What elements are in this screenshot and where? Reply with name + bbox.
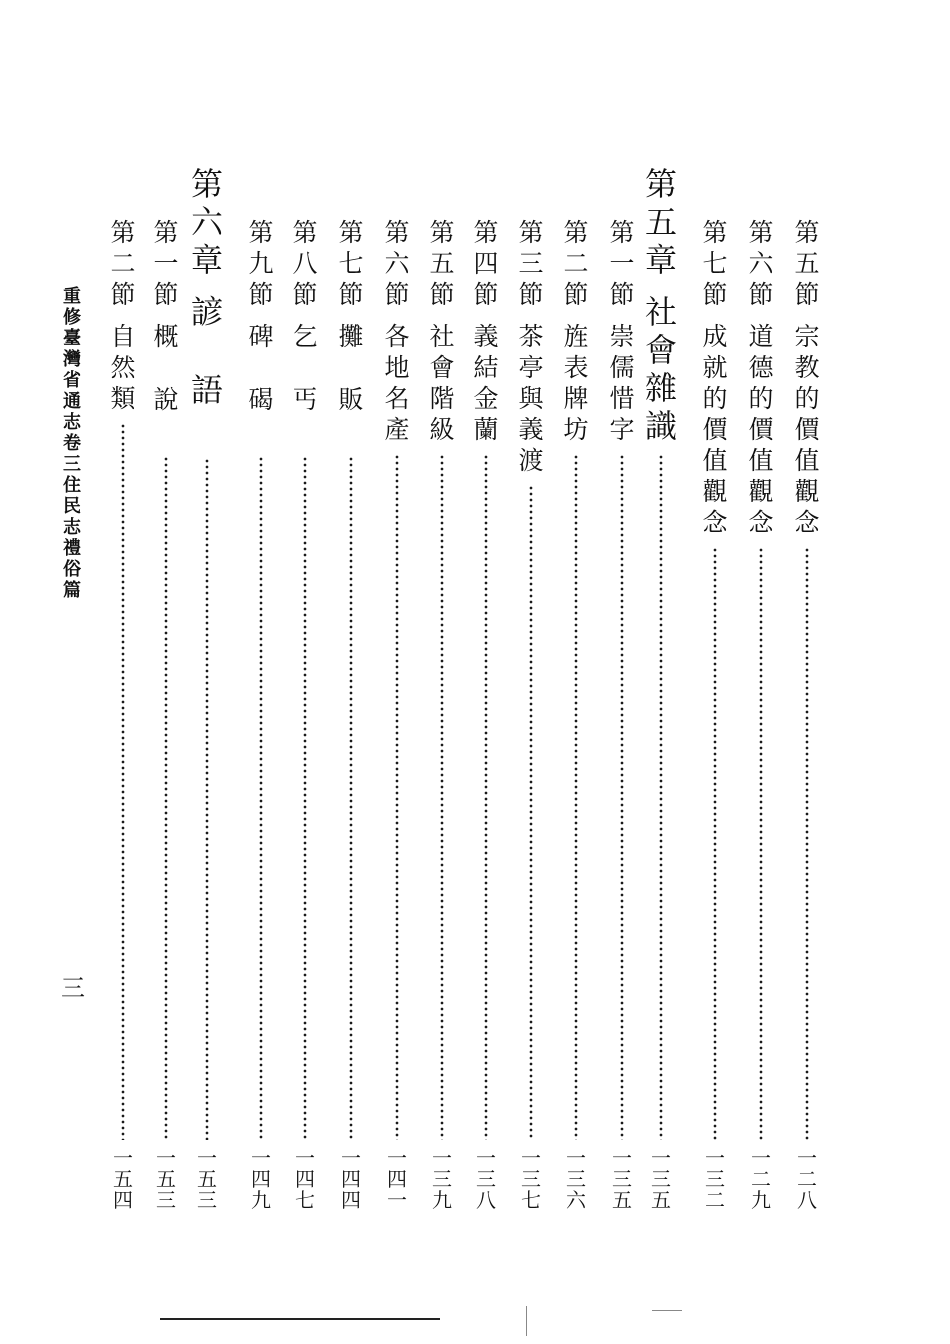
toc-section-entry — [553, 220, 599, 1220]
dot-leader — [484, 454, 488, 1140]
dot-leader — [574, 454, 578, 1140]
section-number: 第 八 節 — [292, 218, 318, 309]
entry-heading — [238, 220, 284, 450]
dot-leader — [164, 456, 168, 1140]
section-number: 第 三 節 — [518, 218, 544, 309]
toc-section-entry — [599, 220, 645, 1220]
dot-leader — [659, 454, 663, 1140]
dot-leader — [529, 485, 533, 1140]
page-number: 一 三 七 — [521, 1146, 541, 1212]
toc-section-entry — [463, 220, 509, 1220]
footer-rule — [160, 1318, 440, 1320]
section-number: 第 六 節 — [748, 218, 774, 309]
section-number: 第 五 節 — [429, 218, 455, 309]
toc-section-entry — [692, 220, 738, 1220]
toc-section-entry — [238, 220, 284, 1220]
section-title: 乞 丐 — [292, 322, 318, 414]
section-number: 第 四 節 — [473, 218, 499, 309]
section-number: 第 七 節 — [338, 218, 364, 309]
page-number: 一 四 七 — [295, 1146, 315, 1212]
dot-leader — [440, 454, 444, 1140]
toc-section-entry — [328, 220, 374, 1220]
entry-heading — [282, 220, 328, 450]
dot-leader — [395, 454, 399, 1140]
section-title: 碑 碣 — [248, 322, 274, 414]
page-number: 一 三 六 — [566, 1146, 586, 1212]
page-number: 一 三 二 — [705, 1146, 725, 1212]
toc-section-entry — [508, 220, 554, 1220]
dot-leader — [303, 456, 307, 1140]
toc-chapter-entry — [184, 165, 230, 1212]
dot-leader — [713, 547, 717, 1140]
page-number: 一 三 五 — [612, 1146, 632, 1212]
entry-heading — [463, 220, 509, 448]
dot-leader — [349, 456, 353, 1140]
section-number: 第 二 節 — [563, 218, 589, 309]
scan-mark — [526, 1306, 527, 1336]
toc-section-entry — [100, 220, 146, 1220]
page-number: 一 四 四 — [341, 1146, 361, 1212]
entry-heading — [184, 165, 230, 452]
section-number: 第 二 節 — [110, 218, 136, 309]
toc-section-entry — [282, 220, 328, 1220]
entry-heading — [143, 220, 189, 450]
chapter-number: 第 六 章 — [190, 165, 223, 279]
section-number: 第 六 節 — [384, 218, 410, 309]
entry-heading — [738, 220, 784, 541]
running-title: 重 修 臺 灣 省 通 志 卷 三 住 民 志 禮 俗 篇 — [63, 286, 81, 601]
dot-leader — [259, 456, 263, 1140]
page-number: 一 四 一 — [387, 1146, 407, 1212]
toc-section-entry — [143, 220, 189, 1220]
entry-heading — [328, 220, 374, 450]
toc-section-entry — [738, 220, 784, 1220]
section-title: 自 然 類 — [110, 322, 136, 413]
section-number: 第 五 節 — [794, 218, 820, 309]
dot-leader — [205, 458, 209, 1140]
page-number: 一 二 八 — [797, 1146, 817, 1212]
section-title: 義 結 金 蘭 — [473, 322, 499, 444]
section-number: 第 九 節 — [248, 218, 274, 309]
page-number: 一 四 九 — [251, 1146, 271, 1212]
entry-heading — [599, 220, 645, 448]
page-number: 一 五 四 — [113, 1146, 133, 1212]
entry-heading — [553, 220, 599, 448]
section-title: 茶 亭 與 義 渡 — [518, 322, 544, 475]
toc-section-entry — [419, 220, 465, 1220]
entry-heading — [692, 220, 738, 541]
dot-leader — [759, 547, 763, 1140]
section-title: 道 德 的 價 值 觀 念 — [748, 322, 774, 537]
section-title: 宗 教 的 價 值 觀 念 — [794, 322, 820, 537]
section-number: 第 一 節 — [609, 218, 635, 309]
scan-mark — [652, 1310, 682, 1311]
section-title: 旌 表 牌 坊 — [563, 322, 589, 444]
page-number: 一 三 八 — [476, 1146, 496, 1212]
dot-leader — [620, 454, 624, 1140]
page-number: 一 五 三 — [197, 1146, 217, 1212]
page-number: 一 二 九 — [751, 1146, 771, 1212]
section-number: 第 一 節 — [153, 218, 179, 309]
section-title: 各 地 名 產 — [384, 322, 410, 444]
entry-heading — [784, 220, 830, 541]
entry-heading — [419, 220, 465, 448]
page-number: 一 五 三 — [156, 1146, 176, 1212]
section-number: 第 七 節 — [702, 218, 728, 309]
entry-heading — [374, 220, 420, 448]
dot-leader — [805, 547, 809, 1140]
section-title: 概 說 — [153, 322, 179, 414]
section-title: 崇 儒 惜 字 — [609, 322, 635, 444]
toc-section-entry — [374, 220, 420, 1220]
chapter-title: 諺 語 — [190, 293, 223, 409]
section-title: 攤 販 — [338, 322, 364, 414]
entry-heading — [100, 220, 146, 417]
page-number: 一 三 五 — [651, 1146, 671, 1212]
toc-section-entry — [784, 220, 830, 1220]
section-title: 成 就 的 價 值 觀 念 — [702, 322, 728, 537]
entry-heading — [508, 220, 554, 479]
page-number: 一 三 九 — [432, 1146, 452, 1212]
section-title: 社 會 階 級 — [429, 322, 455, 444]
dot-leader — [121, 423, 125, 1140]
chapter-title: 社 會 雜 識 — [644, 293, 677, 445]
chapter-number: 第 五 章 — [644, 165, 677, 279]
page-folio: 三 — [61, 974, 85, 1002]
